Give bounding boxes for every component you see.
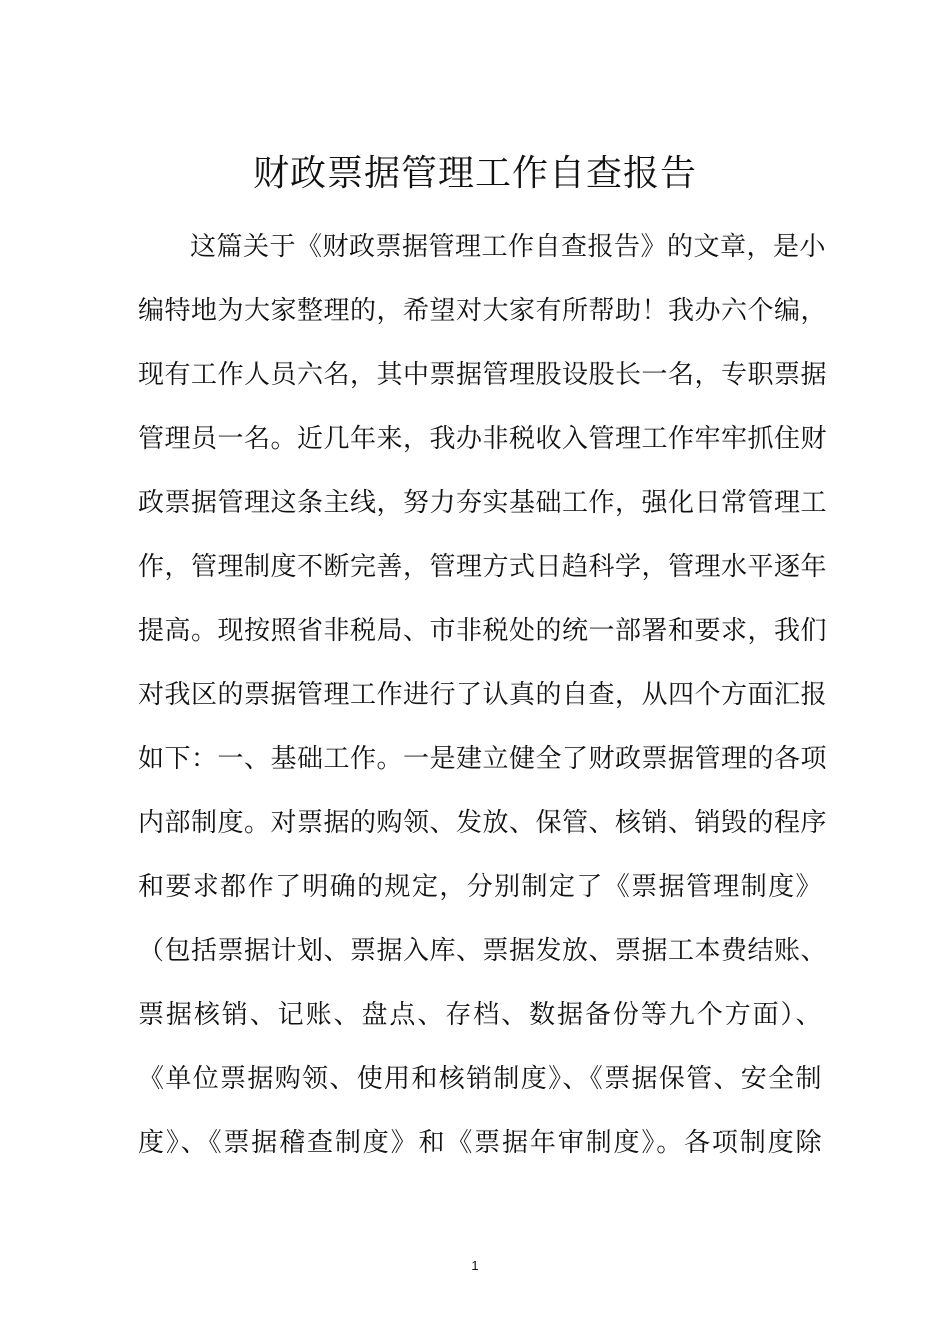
body-line: 现有工作人员六名，其中票据管理股设股长一名，专职票据 [138,360,828,390]
document-body [138,215,828,1175]
body-line: 和要求都作了明确的规定，分别制定了《票据管理制度》 [138,872,822,902]
body-line: 如下：一、基础工作。一是建立健全了财政票据管理的各项 [138,744,828,774]
body-line: 对我区的票据管理工作进行了认真的自查，从四个方面汇报 [138,680,828,710]
body-line: （包括票据计划、票据入库、票据发放、票据工本费结账、 [138,936,828,966]
body-line: 政票据管理这条主线，努力夯实基础工作，强化日常管理工 [138,488,828,518]
body-line: 管理员一名。近几年来，我办非税收入管理工作牢牢抓住财 [138,424,828,454]
body-line: 内部制度。对票据的购领、发放、保管、核销、销毁的程序 [138,808,828,838]
body-line: 编特地为大家整理的，希望对大家有所帮助！我办六个编， [138,296,828,326]
body-line: 提高。现按照省非税局、市非税处的统一部署和要求，我们 [138,616,828,646]
body-line: 度》、《票据稽查制度》和《票据年审制度》。各项制度除 [138,1128,822,1158]
page-number: 1 [471,1258,479,1273]
body-line: 《单位票据购领、使用和核销制度》、《票据保管、安全制 [138,1064,822,1094]
body-line: 票据核销、记账、盘点、存档、数据备份等九个方面）、 [138,1000,822,1030]
body-line: 作，管理制度不断完善，管理方式日趋科学，管理水平逐年 [138,552,828,582]
body-line: 这篇关于《财政票据管理工作自查报告》的文章，是小 [190,232,827,262]
document-title: 财政票据管理工作自查报告 [252,153,697,194]
